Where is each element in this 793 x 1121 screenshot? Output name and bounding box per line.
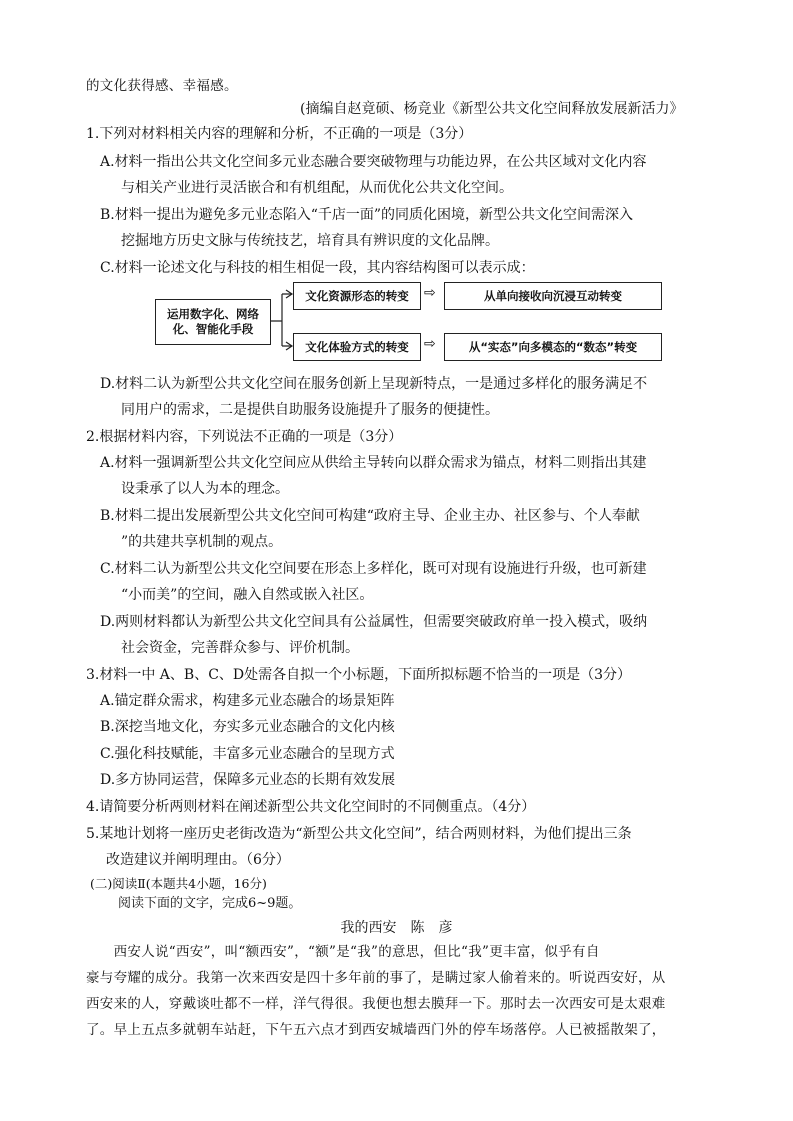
q1-option-a-line1: A.材料一指出公共文化空间多元业态融合要突破物理与功能边界，在公共区域对文化内容 — [100, 154, 647, 170]
diagram-left-line2: 化、智能化手段 — [172, 322, 254, 336]
story-title: 我的西安 陈 彦 — [340, 920, 453, 936]
q1-option-c-line1: C.材料一论述文化与科技的相生相促一段，其内容结构图可以表示成： — [100, 260, 535, 276]
q3-option-d: D.多方协同运营，保障多元业态的长期有效发展 — [100, 772, 396, 788]
story-line-2: 豪与夸耀的成分。我第一次来西安是四十多年前的事了，是瞒过家人偷着来的。听说西安好，从 — [86, 970, 666, 986]
diagram-left-box — [155, 299, 271, 345]
diagram-right-box-2: 从“实态”向多模态的“数态”转变 — [444, 333, 662, 361]
q5-continuation: 改造建议并阐明理由。（6分） — [106, 852, 290, 868]
q3-option-a: A.锚定群众需求，构建多元业态融合的场景矩阵 — [100, 693, 395, 709]
story-line-1: 西安人说“西安”，叫“额西安”，“额”是“我”的意思，但比“我”更丰富，似乎有自 — [86, 944, 600, 960]
q1-option-b-line1: B.材料一提出为避免多元业态陷入“千店一面”的同质化困境，新型公共文化空间需深入 — [100, 207, 634, 223]
question-5-stem: 5.某地计划将一座历史老街改造为“新型公共文化空间”，结合两则材料，为他们提出三条 — [86, 826, 632, 842]
section-instruction: 阅读下面的文字，完成6~9题。 — [118, 896, 302, 911]
q2-option-d-line2: 社会资金，完善群众参与、评价机制。 — [121, 640, 359, 656]
section-header: (二)阅读Ⅱ(本题共4小题，16分) — [90, 876, 267, 891]
question-2-stem: 2.根据材料内容，下列说法不正确的一项是（3分） — [86, 429, 403, 445]
q1-option-d-line2: 同用户的需求，二是提供自助服务设施提升了服务的便捷性。 — [121, 402, 499, 418]
q2-option-a-line1: A.材料一强调新型公共文化空间应从供给主导转向以群众需求为锚点，材料二则指出其建 — [100, 455, 647, 471]
diagram-left-line1: 运用数字化、网络 — [167, 307, 259, 321]
diagram-arrow-2: ⇨ — [424, 336, 436, 352]
q2-option-c-line1: C.材料二认为新型公共文化空间要在形态上多样化，既可对现有设施进行升级，也可新建 — [100, 561, 647, 577]
question-3-stem: 3.材料一中 A、B、C、D处需各自拟一个小标题，下面所拟标题不恰当的一项是（3分） — [86, 667, 632, 683]
q2-option-c-line2: “小而美”的空间，融入自然或嵌入社区。 — [121, 587, 374, 603]
q1-option-d-line1: D.材料二认为新型公共文化空间在服务创新上呈现新特点，一是通过多样化的服务满足不 — [100, 376, 648, 392]
q3-option-c: C.强化科技赋能，丰富多元业态融合的呈现方式 — [100, 746, 395, 762]
question-4-stem: 4.请简要分析两则材料在阐述新型公共文化空间时的不同侧重点。（4分） — [86, 799, 536, 815]
q2-option-b-line1: B.材料二提出发展新型公共文化空间可构建“政府主导、企业主办、社区参与、个人奉献 — [100, 508, 640, 524]
q1-option-b-line2: 挖掘地方历史文脉与传统技艺，培育具有辨识度的文化品牌。 — [121, 233, 499, 249]
diagram-right-box-1: 从单向接收向沉浸互动转变 — [444, 282, 662, 310]
question-1-stem: 1.下列对材料相关内容的理解和分析，不正确的一项是（3分） — [86, 126, 473, 142]
diagram-mid-box-2: 文化体验方式的转变 — [293, 333, 421, 361]
diagram-mid-box-1: 文化资源形态的转变 — [293, 282, 421, 310]
story-line-4: 了。早上五点多就朝车站赶，下午五六点才到西安城墙西门外的停车场落停。人已被摇散架了， — [86, 1022, 666, 1038]
q3-option-b: B.深挖当地文化，夯实多元业态融合的文化内核 — [100, 719, 395, 735]
q2-option-a-line2: 设秉承了以人为本的理念。 — [121, 481, 289, 497]
q1-option-a-line2: 与相关产业进行灵活嵌合和有机组配，从而优化公共文化空间。 — [121, 180, 513, 196]
q2-option-b-line2: ”的共建共享机制的观点。 — [121, 534, 283, 550]
intro-tail: 的文化获得感、幸福感。 — [86, 78, 238, 94]
diagram-arrow-1: ⇨ — [424, 285, 436, 301]
source-note: (摘编自赵竟硕、杨竞业《新型公共文化空间释放发展新活力》 — [300, 101, 684, 117]
q2-option-d-line1: D.两则材料都认为新型公共文化空间具有公益属性，但需要突破政府单一投入模式，吸纳 — [100, 614, 648, 630]
story-line-3: 西安来的人，穿戴谈吐都不一样，洋气得很。我便也想去膜拜一下。那时去一次西安可是太艰难 — [86, 996, 666, 1012]
